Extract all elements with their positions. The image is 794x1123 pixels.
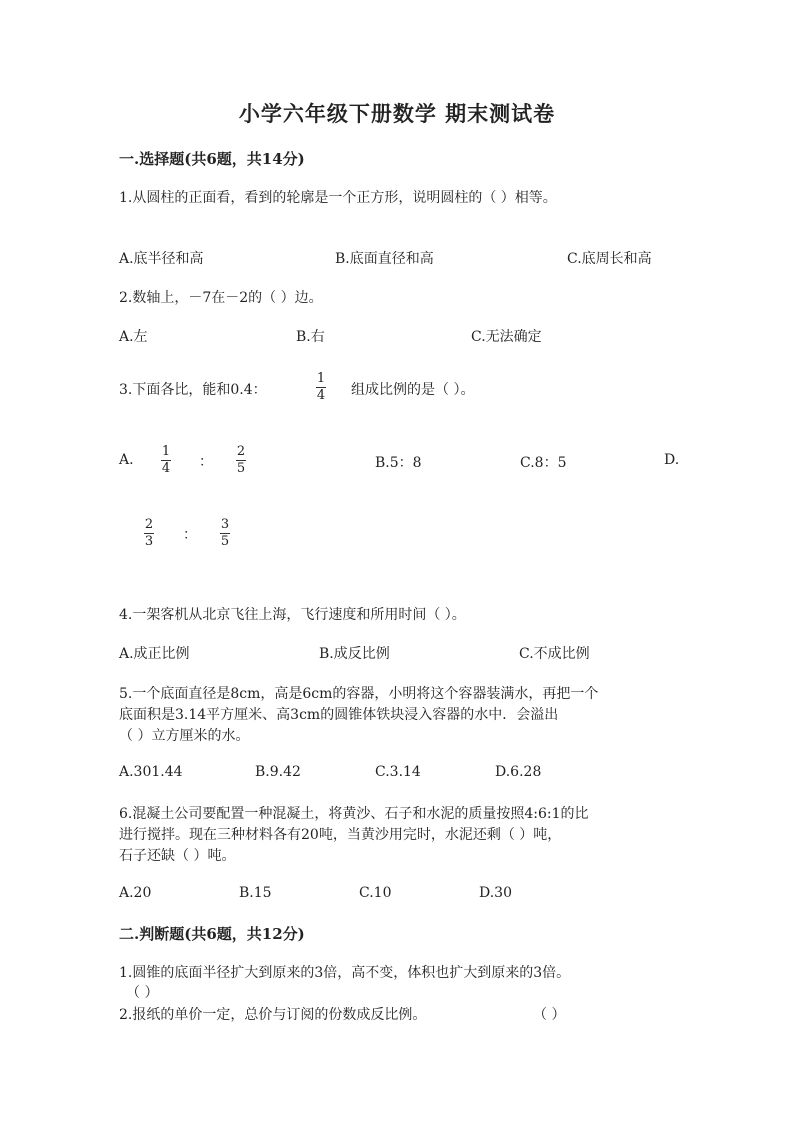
question-3-text-prefix: 3.下面各比，能和0.4：: [119, 382, 267, 398]
section-heading-choice: 一.选择题(共6题，共14分): [119, 150, 305, 168]
page-title: 小学六年级下册数学 期末测试卷: [238, 101, 556, 126]
fraction-numerator: 1: [316, 371, 326, 386]
question-5-line-2: 底面积是3.14平方厘米、高3cm的圆锥体铁块浸入容器的水中．会溢出: [119, 707, 559, 723]
question-6-line-1: 6.混凝土公司要配置一种混凝土，将黄沙、石子和水泥的质量按照4:6:1的比: [119, 806, 589, 822]
question-6-option-a[interactable]: A.20: [119, 885, 152, 901]
question-1-option-a[interactable]: A.底半径和高: [119, 251, 204, 267]
fraction-denominator: 4: [161, 461, 171, 476]
fraction-numerator: 1: [161, 444, 171, 459]
question-5-line-1: 5.一个底面直径是8cm，高是6cm的容器，小明将这个容器装满水，再把一个: [119, 686, 599, 702]
question-6-option-c[interactable]: C.10: [359, 885, 392, 901]
judgement-2-text: 2.报纸的单价一定，总价与订阅的份数成反比例。: [119, 1007, 427, 1023]
fraction-denominator: 5: [236, 461, 246, 476]
question-4-option-a[interactable]: A.成正比例: [119, 646, 190, 662]
question-4-option-c[interactable]: C.不成比例: [519, 646, 590, 662]
question-3-option-d-fraction-2: [220, 518, 230, 549]
fraction-numerator: 2: [236, 444, 246, 459]
judgement-1-answer-blank[interactable]: （ ）: [126, 985, 159, 1001]
question-3-option-a-label[interactable]: A.: [119, 452, 134, 468]
question-3-option-a-fraction-2: [236, 445, 246, 476]
question-3-option-d-label[interactable]: D.: [664, 452, 680, 468]
question-1-option-b[interactable]: B.底面直径和高: [335, 251, 434, 267]
question-1-text: 1.从圆柱的正面看，看到的轮廓是一个正方形，说明圆柱的（ ）相等。: [119, 190, 557, 206]
question-3-option-b[interactable]: B.5：8: [375, 455, 422, 471]
question-3-option-c[interactable]: C.8：5: [520, 455, 567, 471]
section-heading-judgement: 二.判断题(共6题，共12分): [119, 925, 305, 943]
question-6-option-d[interactable]: D.30: [479, 885, 512, 901]
ratio-colon: ：: [183, 527, 197, 543]
question-5-option-c[interactable]: C.3.14: [375, 764, 421, 780]
question-3-option-a-fraction-1: [161, 445, 171, 476]
question-5-option-d[interactable]: D.6.28: [495, 764, 542, 780]
question-3-fraction: [316, 372, 326, 403]
question-3-option-d-fraction-1: [144, 518, 154, 549]
fraction-numerator: 3: [220, 517, 230, 532]
question-6-line-2: 进行搅拌。现在三种材料各有20吨，当黄沙用完时，水泥还剩（ ）吨，: [119, 827, 562, 843]
question-4-text: 4.一架客机从北京飞往上海，飞行速度和所用时间（ ）。: [119, 607, 466, 623]
question-6-option-b[interactable]: B.15: [239, 885, 272, 901]
question-2-option-b[interactable]: B.右: [296, 329, 325, 345]
fraction-denominator: 3: [144, 534, 154, 549]
question-6-line-3: 石子还缺（ ）吨。: [119, 848, 236, 864]
judgement-2-answer-blank[interactable]: （ ）: [533, 1007, 566, 1023]
fraction-numerator: 2: [144, 517, 154, 532]
ratio-colon: ：: [199, 454, 213, 470]
question-5-option-a[interactable]: A.301.44: [119, 764, 183, 780]
question-1-option-c[interactable]: C.底周长和高: [567, 251, 652, 267]
question-5-line-3: （ ）立方厘米的水。: [119, 728, 250, 744]
question-2-option-a[interactable]: A.左: [119, 329, 148, 345]
question-3-text-suffix: 组成比例的是（ ）。: [351, 382, 475, 398]
question-4-option-b[interactable]: B.成反比例: [319, 646, 390, 662]
fraction-denominator: 5: [220, 534, 230, 549]
question-2-option-c[interactable]: C.无法确定: [471, 329, 542, 345]
fraction-denominator: 4: [316, 388, 326, 403]
question-5-option-b[interactable]: B.9.42: [255, 764, 301, 780]
question-2-text: 2.数轴上，－7在－2的（ ）边。: [119, 290, 323, 306]
judgement-1-line-1: 1.圆锥的底面半径扩大到原来的3倍，高不变，体积也扩大到原来的3倍。: [119, 965, 571, 981]
